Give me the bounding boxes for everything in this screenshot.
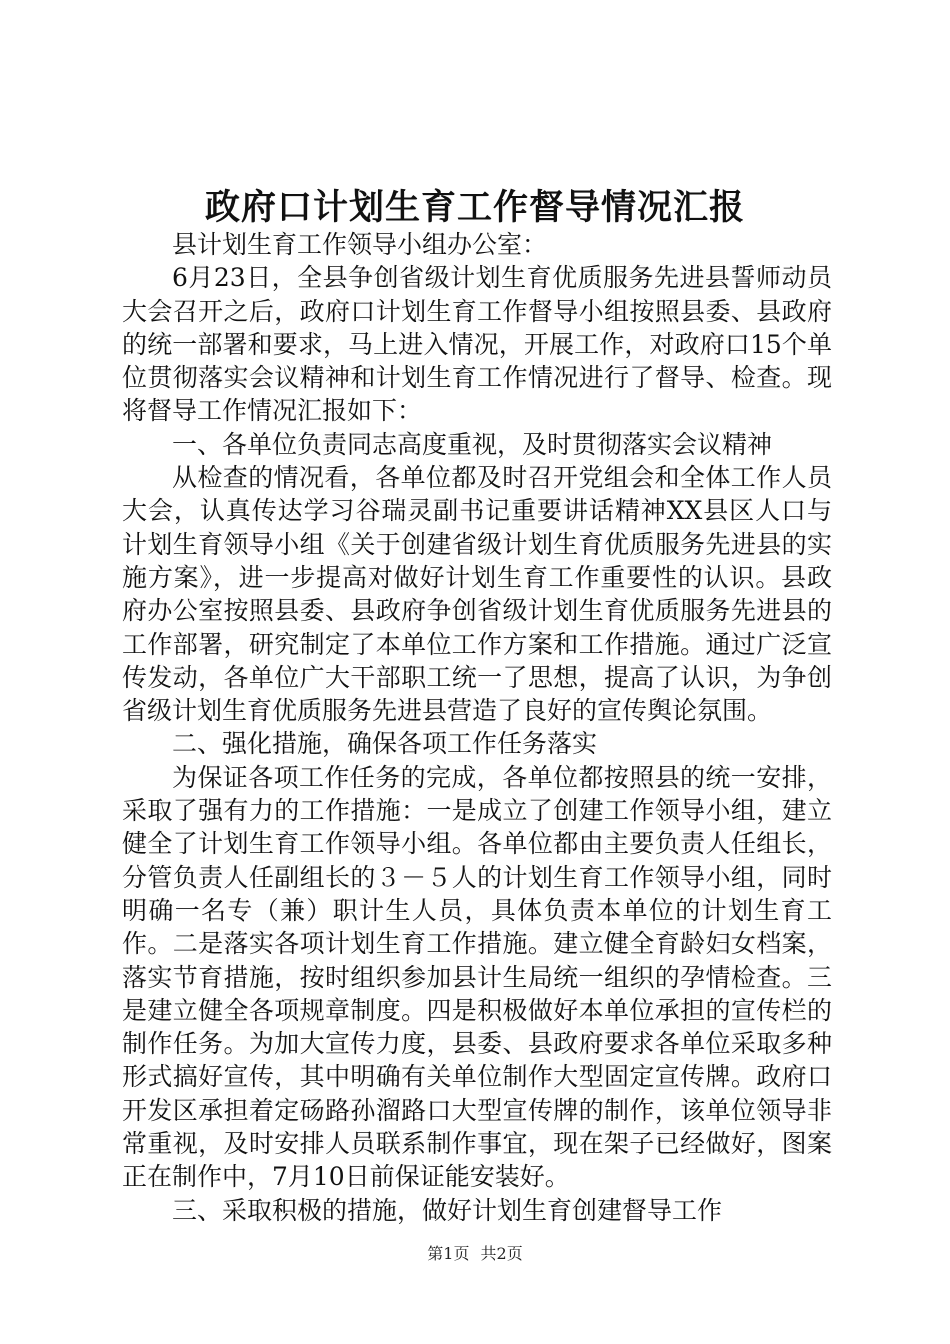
salutation: 县计划生育工作领导小组办公室：: [172, 230, 548, 259]
section-heading-3: 三、采取积极的措施，做好计划生育创建督导工作: [172, 1195, 723, 1225]
section-heading-1: 一、各单位负责同志高度重视，及时贯彻落实会议精神: [172, 429, 773, 459]
page-footer: [0, 1243, 950, 1265]
section-heading-2: 二、强化措施，确保各项工作任务落实: [172, 729, 598, 759]
intro-paragraph: 6月23日，全县争创省级计划生育优质服务先进县誓师动员大会召开之后，政府口计划生育工作督导小组按照县委、县政府的统一部署和要求，马上进入情况，开展工作，对政府口15个单位贯彻落实会议精神和计划生育工作情况进行了督导、检查。现将督导工作情况汇报如下：: [122, 263, 832, 426]
page-total: 共2页: [480, 1244, 523, 1263]
section-body-1: 从检查的情况看，各单位都及时召开党组会和全体工作人员大会，认真传达学习谷瑞灵副书记重要讲话精神XX县区人口与计划生育领导小组《关于创建省级计划生育优质服务先进县的实施方案》，进一步提高对做好计划生育工作重要性的认识。县政府办公室按照县委、县政府争创省级计划生育优质服务先进县的工作部署，研究制定了本单位工作方案和工作措施。通过广泛宣传发动，各单位广大干部职工统一了思想，提高了认识，为争创省级计划生育优质服务先进县营造了良好的宣传舆论氛围。: [122, 463, 832, 726]
page-number: 第1页: [427, 1244, 470, 1263]
document-body: [122, 228, 832, 1227]
document-title: 政府口计划生育工作督导情况汇报: [204, 187, 745, 228]
section-body-2: 为保证各项工作任务的完成，各单位都按照县的统一安排，采取了强有力的工作措施：一是成立了创建工作领导小组，建立健全了计划生育工作领导小组。各单位都由主要负责人任组长，分管负责人任副组长的３－５人的计划生育工作领导小组，同时明确一名专（兼）职计生人员，具体负责本单位的计划生育工作。二是落实各项计划生育工作措施。建立健全育龄妇女档案，落实节育措施，按时组织参加县计生局统一组织的孕情检查。三是建立健全各项规章制度。四是积极做好本单位承担的宣传栏的制作任务。为加大宣传力度，县委、县政府要求各单位采取多种形式搞好宣传，其中明确有关单位制作大型固定宣传牌。政府口开发区承担着定砀路孙溜路口大型宣传牌的制作，该单位领导非常重视，及时安排人员联系制作事宜，现在架子已经做好，图案正在制作中，7月10日前保证能安装好。: [122, 762, 832, 1192]
